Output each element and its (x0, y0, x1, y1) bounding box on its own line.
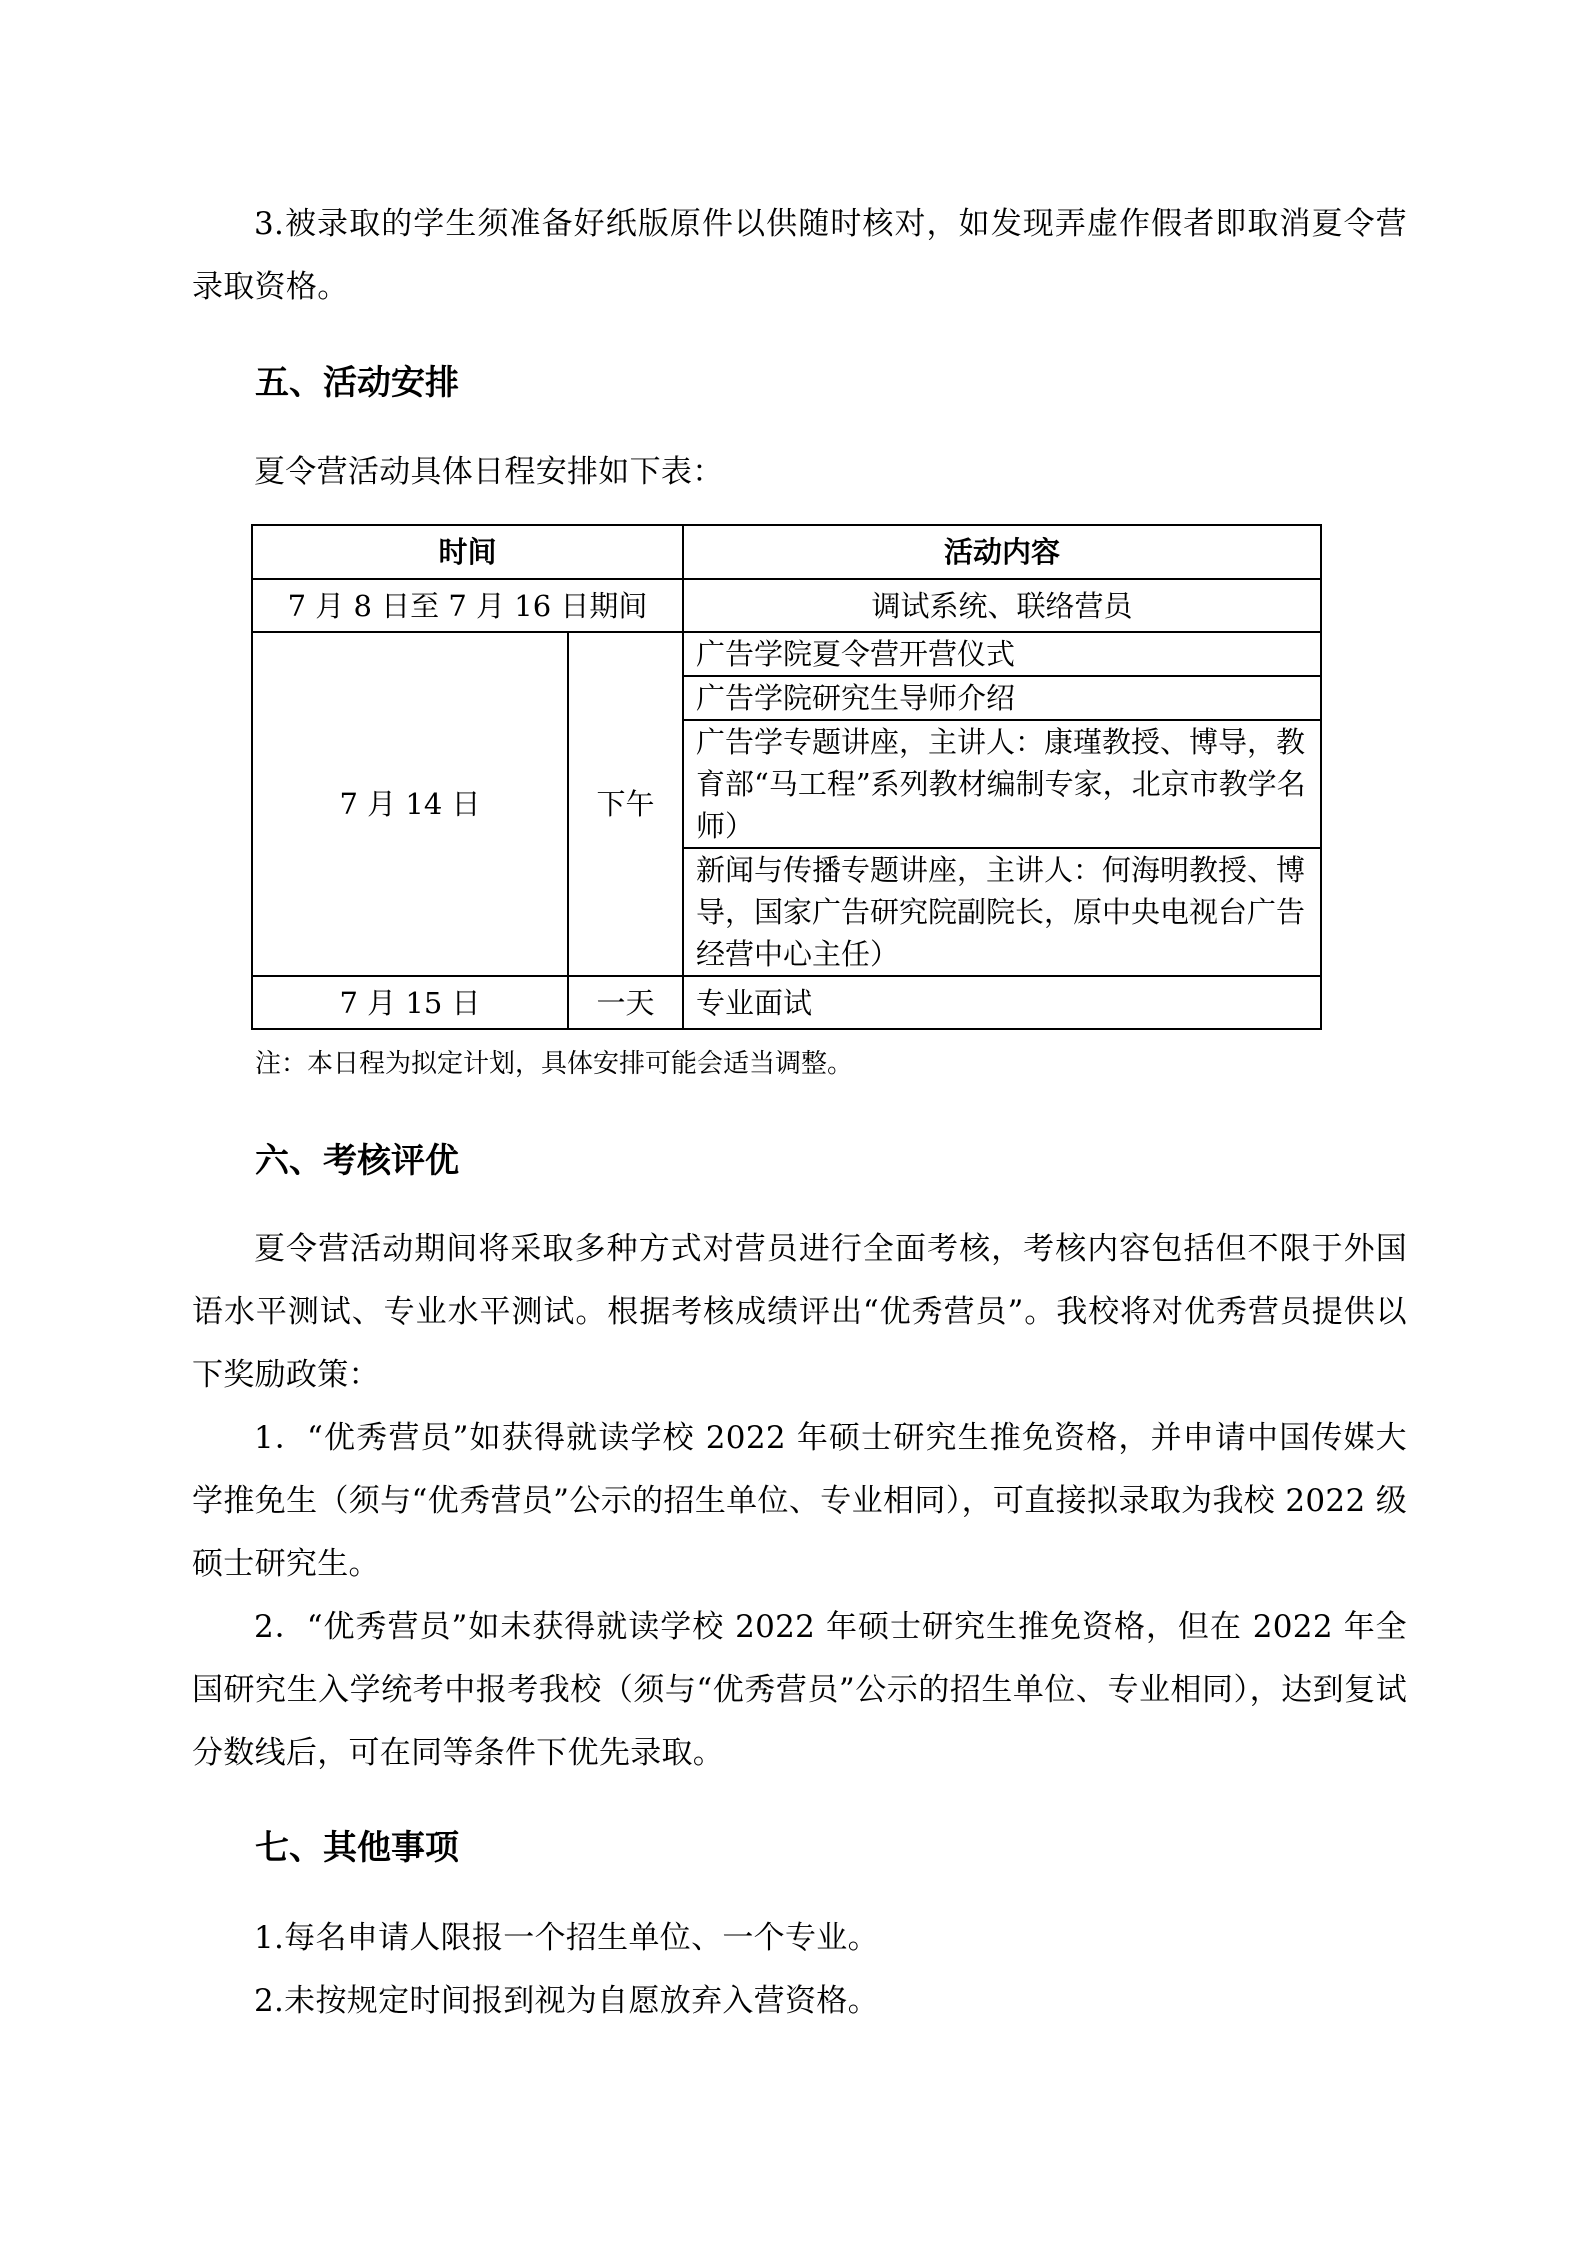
row3-period: 一天 (568, 976, 683, 1029)
table-row (252, 632, 1321, 676)
table-header-row (252, 525, 1321, 579)
row2-item: 广告学院夏令营开营仪式 (683, 632, 1321, 676)
schedule-note: 注：本日程为拟定计划，具体安排可能会适当调整。 (255, 1049, 854, 1079)
other-matter-1: 1.每名申请人限报一个招生单位、一个专业。 (254, 1920, 879, 1956)
section-heading-other-matters: 七、其他事项 (255, 1828, 459, 1868)
row2-period: 下午 (568, 632, 683, 976)
table-row (252, 976, 1321, 1029)
assessment-paragraph: 夏令营活动期间将采取多种方式对营员进行全面考核，考核内容包括但不限于外国语水平测试、专业水平测试。根据考核成绩评出“优秀营员”。我校将对优秀营员提供以下奖励政策： (192, 1231, 1407, 1393)
header-time: 时间 (252, 525, 683, 579)
header-activity: 活动内容 (683, 525, 1321, 579)
assessment-policy-2: 2．“优秀营员”如未获得就读学校 2022 年硕士研究生推免资格，但在 2022 年全国研究生入学统考中报考我校（须与“优秀营员”公示的招生单位、专业相同），达到复试分数线后，可在同等条件下优先录取。 (192, 1609, 1407, 1771)
row1-content: 调试系统、联络营员 (683, 579, 1321, 632)
other-matter-2: 2.未按规定时间报到视为自愿放弃入营资格。 (254, 1983, 879, 2019)
schedule-table (251, 524, 1322, 1030)
row3-date: 7 月 15 日 (252, 976, 568, 1029)
section-heading-assessment: 六、考核评优 (255, 1141, 459, 1181)
row2-item: 新闻与传播专题讲座，主讲人：何海明教授、博导，国家广告研究院副院长，原中央电视台广告经营中心主任） (683, 848, 1321, 976)
schedule-intro: 夏令营活动具体日程安排如下表： (254, 454, 724, 490)
row3-content: 专业面试 (683, 976, 1321, 1029)
row1-time: 7 月 8 日至 7 月 16 日期间 (252, 579, 683, 632)
row2-date: 7 月 14 日 (252, 632, 568, 976)
paragraph-admission-verification: 3.被录取的学生须准备好纸版原件以供随时核对，如发现弄虚作假者即取消夏令营录取资格。 (192, 206, 1407, 305)
table-row (252, 579, 1321, 632)
row2-item: 广告学专题讲座，主讲人：康瑾教授、博导，教育部“马工程”系列教材编制专家，北京市教学名师） (683, 720, 1321, 848)
assessment-policy-1: 1．“优秀营员”如获得就读学校 2022 年硕士研究生推免资格，并申请中国传媒大学推免生（须与“优秀营员”公示的招生单位、专业相同），可直接拟录取为我校 2022 级硕士研究生。 (192, 1420, 1407, 1582)
section-heading-activity-schedule: 五、活动安排 (255, 363, 459, 403)
row2-item: 广告学院研究生导师介绍 (683, 676, 1321, 720)
